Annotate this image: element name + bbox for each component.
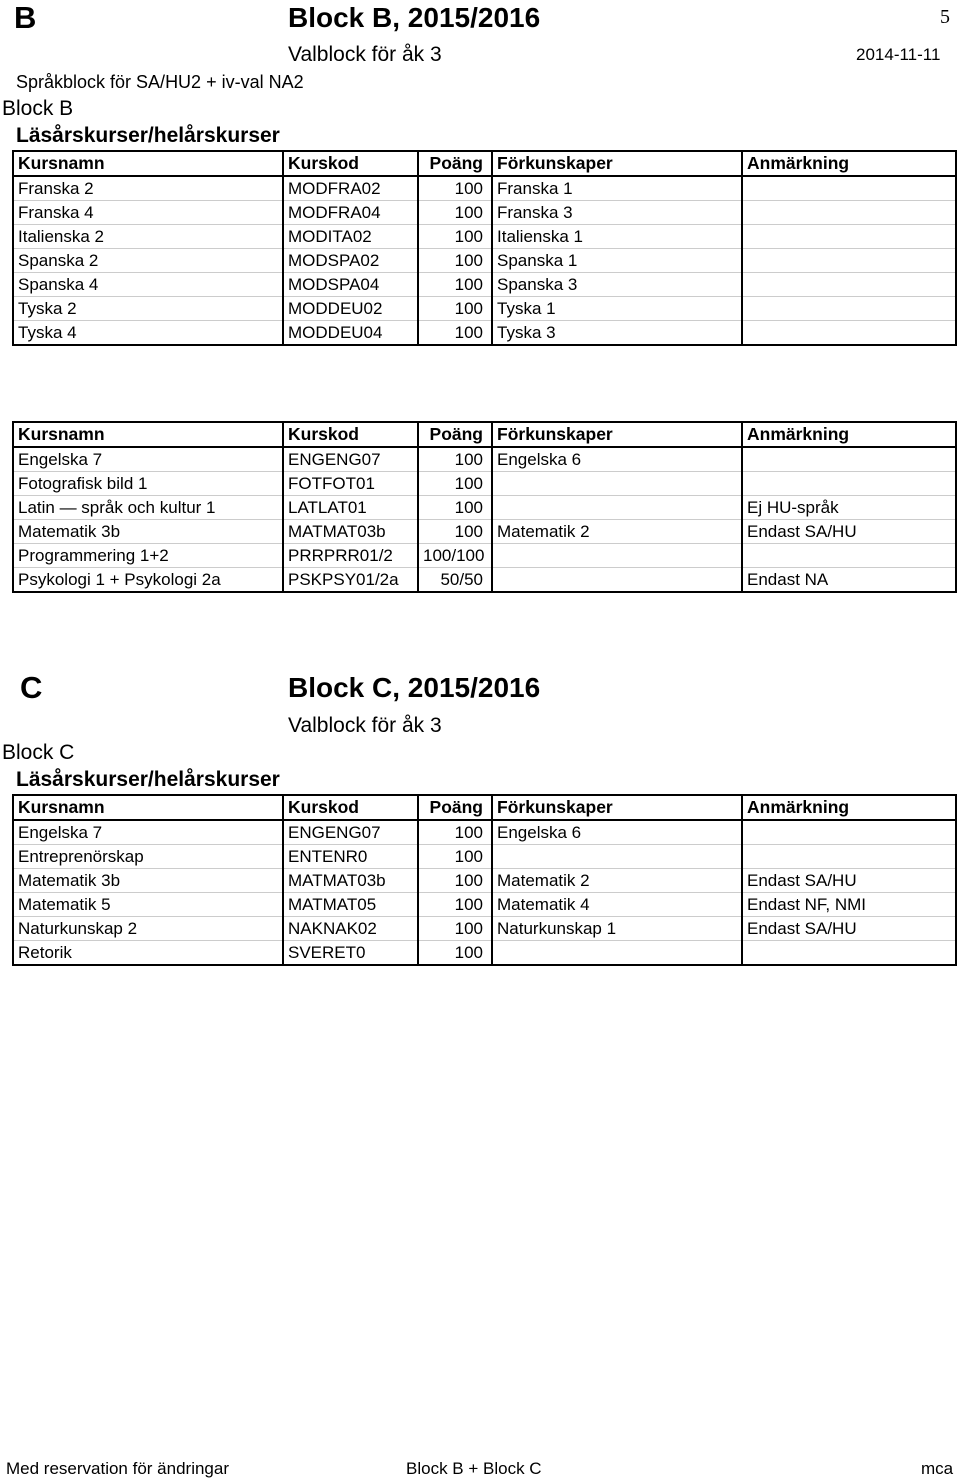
cell-forkunskaper	[492, 941, 742, 966]
footer-author: mca	[921, 1459, 954, 1478]
block-b-section-heading: Läsårskurser/helårskurser	[16, 124, 280, 147]
header-poang: Poäng	[418, 151, 492, 176]
cell-poang: 100	[418, 447, 492, 472]
cell-anmarkning	[742, 176, 956, 201]
cell-forkunskaper: Franska 1	[492, 176, 742, 201]
block-c-section-heading: Läsårskurser/helårskurser	[16, 768, 280, 791]
table-header-row	[13, 422, 956, 447]
cell-forkunskaper: Franska 3	[492, 201, 742, 225]
cell-forkunskaper: Tyska 3	[492, 321, 742, 346]
cell-kursnamn: Programmering 1+2	[13, 544, 283, 568]
cell-kursnamn: Tyska 4	[13, 321, 283, 346]
cell-kursnamn: Fotografisk bild 1	[13, 472, 283, 496]
cell-kursnamn: Italienska 2	[13, 225, 283, 249]
cell-forkunskaper: Matematik 2	[492, 869, 742, 893]
header-poang: Poäng	[418, 422, 492, 447]
cell-kurskod: MATMAT05	[283, 893, 418, 917]
table-row	[13, 568, 956, 593]
cell-poang: 100	[418, 176, 492, 201]
cell-forkunskaper: Naturkunskap 1	[492, 917, 742, 941]
cell-anmarkning	[742, 273, 956, 297]
cell-anmarkning: Endast SA/HU	[742, 520, 956, 544]
block-letter-c: C	[20, 670, 43, 705]
header-forkunskaper: Förkunskaper	[492, 151, 742, 176]
cell-poang: 100	[418, 941, 492, 966]
table-row	[13, 544, 956, 568]
table-row	[13, 321, 956, 346]
cell-kursnamn: Matematik 5	[13, 893, 283, 917]
table-row	[13, 176, 956, 201]
cell-poang: 100	[418, 520, 492, 544]
cell-anmarkning	[742, 447, 956, 472]
cell-poang: 100	[418, 297, 492, 321]
cell-kursnamn: Franska 4	[13, 201, 283, 225]
cell-anmarkning	[742, 820, 956, 845]
cell-anmarkning: Ej HU-språk	[742, 496, 956, 520]
header-kursnamn: Kursnamn	[13, 795, 283, 820]
cell-kursnamn: Spanska 4	[13, 273, 283, 297]
cell-anmarkning	[742, 544, 956, 568]
cell-kurskod: ENGENG07	[283, 447, 418, 472]
cell-forkunskaper	[492, 496, 742, 520]
footer-center: Block B + Block C	[406, 1459, 542, 1478]
cell-anmarkning	[742, 249, 956, 273]
cell-kurskod: MODSPA02	[283, 249, 418, 273]
cell-kurskod: MATMAT03b	[283, 869, 418, 893]
cell-poang: 100	[418, 845, 492, 869]
block-b-course-table	[12, 421, 957, 593]
cell-anmarkning	[742, 472, 956, 496]
block-c-title: Block C, 2015/2016	[288, 672, 541, 703]
block-b-subtitle: Valblock för åk 3	[288, 43, 442, 66]
cell-kurskod: MODDEU04	[283, 321, 418, 346]
header-kursnamn: Kursnamn	[13, 422, 283, 447]
cell-poang: 100	[418, 249, 492, 273]
cell-kurskod: MODITA02	[283, 225, 418, 249]
header-kurskod: Kurskod	[283, 151, 418, 176]
cell-poang: 100	[418, 273, 492, 297]
cell-forkunskaper: Tyska 1	[492, 297, 742, 321]
cell-poang: 100	[418, 472, 492, 496]
block-c-label: Block C	[2, 741, 75, 764]
header-poang: Poäng	[418, 795, 492, 820]
cell-forkunskaper	[492, 544, 742, 568]
header-anmarkning: Anmärkning	[742, 422, 956, 447]
cell-kurskod: MATMAT03b	[283, 520, 418, 544]
cell-kursnamn: Tyska 2	[13, 297, 283, 321]
header-forkunskaper: Förkunskaper	[492, 795, 742, 820]
table-row	[13, 893, 956, 917]
block-c-course-table	[12, 794, 957, 966]
table-row	[13, 845, 956, 869]
table-row	[13, 520, 956, 544]
cell-anmarkning	[742, 225, 956, 249]
header-forkunskaper: Förkunskaper	[492, 422, 742, 447]
cell-poang: 100	[418, 869, 492, 893]
cell-kurskod: LATLAT01	[283, 496, 418, 520]
cell-forkunskaper	[492, 845, 742, 869]
cell-forkunskaper: Italienska 1	[492, 225, 742, 249]
block-b-language-table	[12, 150, 957, 346]
table-row	[13, 297, 956, 321]
cell-kurskod: PRRPRR01/2	[283, 544, 418, 568]
cell-poang: 100	[418, 893, 492, 917]
table-row	[13, 869, 956, 893]
cell-anmarkning: Endast NF, NMI	[742, 893, 956, 917]
cell-kursnamn: Psykologi 1 + Psykologi 2a	[13, 568, 283, 593]
table-row	[13, 496, 956, 520]
cell-forkunskaper	[492, 472, 742, 496]
block-b-label: Block B	[2, 97, 74, 120]
cell-forkunskaper: Spanska 1	[492, 249, 742, 273]
cell-poang: 100	[418, 917, 492, 941]
header-kurskod: Kurskod	[283, 795, 418, 820]
table-row	[13, 820, 956, 845]
cell-kursnamn: Matematik 3b	[13, 869, 283, 893]
cell-kurskod: MODSPA04	[283, 273, 418, 297]
cell-anmarkning: Endast NA	[742, 568, 956, 593]
block-b-title: Block B, 2015/2016	[288, 2, 541, 33]
table-header-row	[13, 151, 956, 176]
header-kursnamn: Kursnamn	[13, 151, 283, 176]
table-row	[13, 273, 956, 297]
cell-kursnamn: Latin — språk och kultur 1	[13, 496, 283, 520]
document-date: 2014-11-11	[856, 45, 941, 64]
cell-kursnamn: Engelska 7	[13, 820, 283, 845]
table-row	[13, 249, 956, 273]
cell-kursnamn: Entreprenörskap	[13, 845, 283, 869]
cell-forkunskaper	[492, 568, 742, 593]
block-b-note: Språkblock för SA/HU2 + iv-val NA2	[16, 72, 304, 92]
cell-kurskod: PSKPSY01/2a	[283, 568, 418, 593]
cell-kursnamn: Spanska 2	[13, 249, 283, 273]
table-header-row	[13, 795, 956, 820]
cell-kurskod: FOTFOT01	[283, 472, 418, 496]
cell-kursnamn: Engelska 7	[13, 447, 283, 472]
block-c-subtitle: Valblock för åk 3	[288, 714, 442, 737]
cell-anmarkning	[742, 941, 956, 966]
cell-poang: 50/50	[418, 568, 492, 593]
cell-kurskod: MODDEU02	[283, 297, 418, 321]
cell-kursnamn: Retorik	[13, 941, 283, 966]
cell-anmarkning	[742, 321, 956, 346]
cell-anmarkning: Endast SA/HU	[742, 917, 956, 941]
cell-kurskod: NAKNAK02	[283, 917, 418, 941]
table-row	[13, 447, 956, 472]
cell-forkunskaper: Matematik 2	[492, 520, 742, 544]
cell-poang: 100	[418, 321, 492, 346]
cell-poang: 100	[418, 225, 492, 249]
cell-poang: 100	[418, 496, 492, 520]
footer-disclaimer: Med reservation för ändringar	[6, 1459, 230, 1478]
header-anmarkning: Anmärkning	[742, 151, 956, 176]
cell-kurskod: MODFRA02	[283, 176, 418, 201]
table-row	[13, 941, 956, 966]
header-kurskod: Kurskod	[283, 422, 418, 447]
cell-kurskod: ENTENR0	[283, 845, 418, 869]
cell-anmarkning	[742, 201, 956, 225]
cell-forkunskaper: Engelska 6	[492, 447, 742, 472]
cell-kursnamn: Franska 2	[13, 176, 283, 201]
cell-forkunskaper: Spanska 3	[492, 273, 742, 297]
cell-kurskod: MODFRA04	[283, 201, 418, 225]
cell-kursnamn: Naturkunskap 2	[13, 917, 283, 941]
cell-anmarkning	[742, 297, 956, 321]
cell-kursnamn: Matematik 3b	[13, 520, 283, 544]
table-row	[13, 201, 956, 225]
page-number: 5	[940, 6, 950, 28]
cell-anmarkning: Endast SA/HU	[742, 869, 956, 893]
header-anmarkning: Anmärkning	[742, 795, 956, 820]
cell-kurskod: SVERET0	[283, 941, 418, 966]
block-letter-b: B	[14, 0, 37, 35]
cell-poang: 100	[418, 201, 492, 225]
table-row	[13, 472, 956, 496]
cell-forkunskaper: Matematik 4	[492, 893, 742, 917]
table-row	[13, 917, 956, 941]
cell-forkunskaper: Engelska 6	[492, 820, 742, 845]
cell-kurskod: ENGENG07	[283, 820, 418, 845]
cell-anmarkning	[742, 845, 956, 869]
table-row	[13, 225, 956, 249]
cell-poang: 100/100	[418, 544, 492, 568]
cell-poang: 100	[418, 820, 492, 845]
